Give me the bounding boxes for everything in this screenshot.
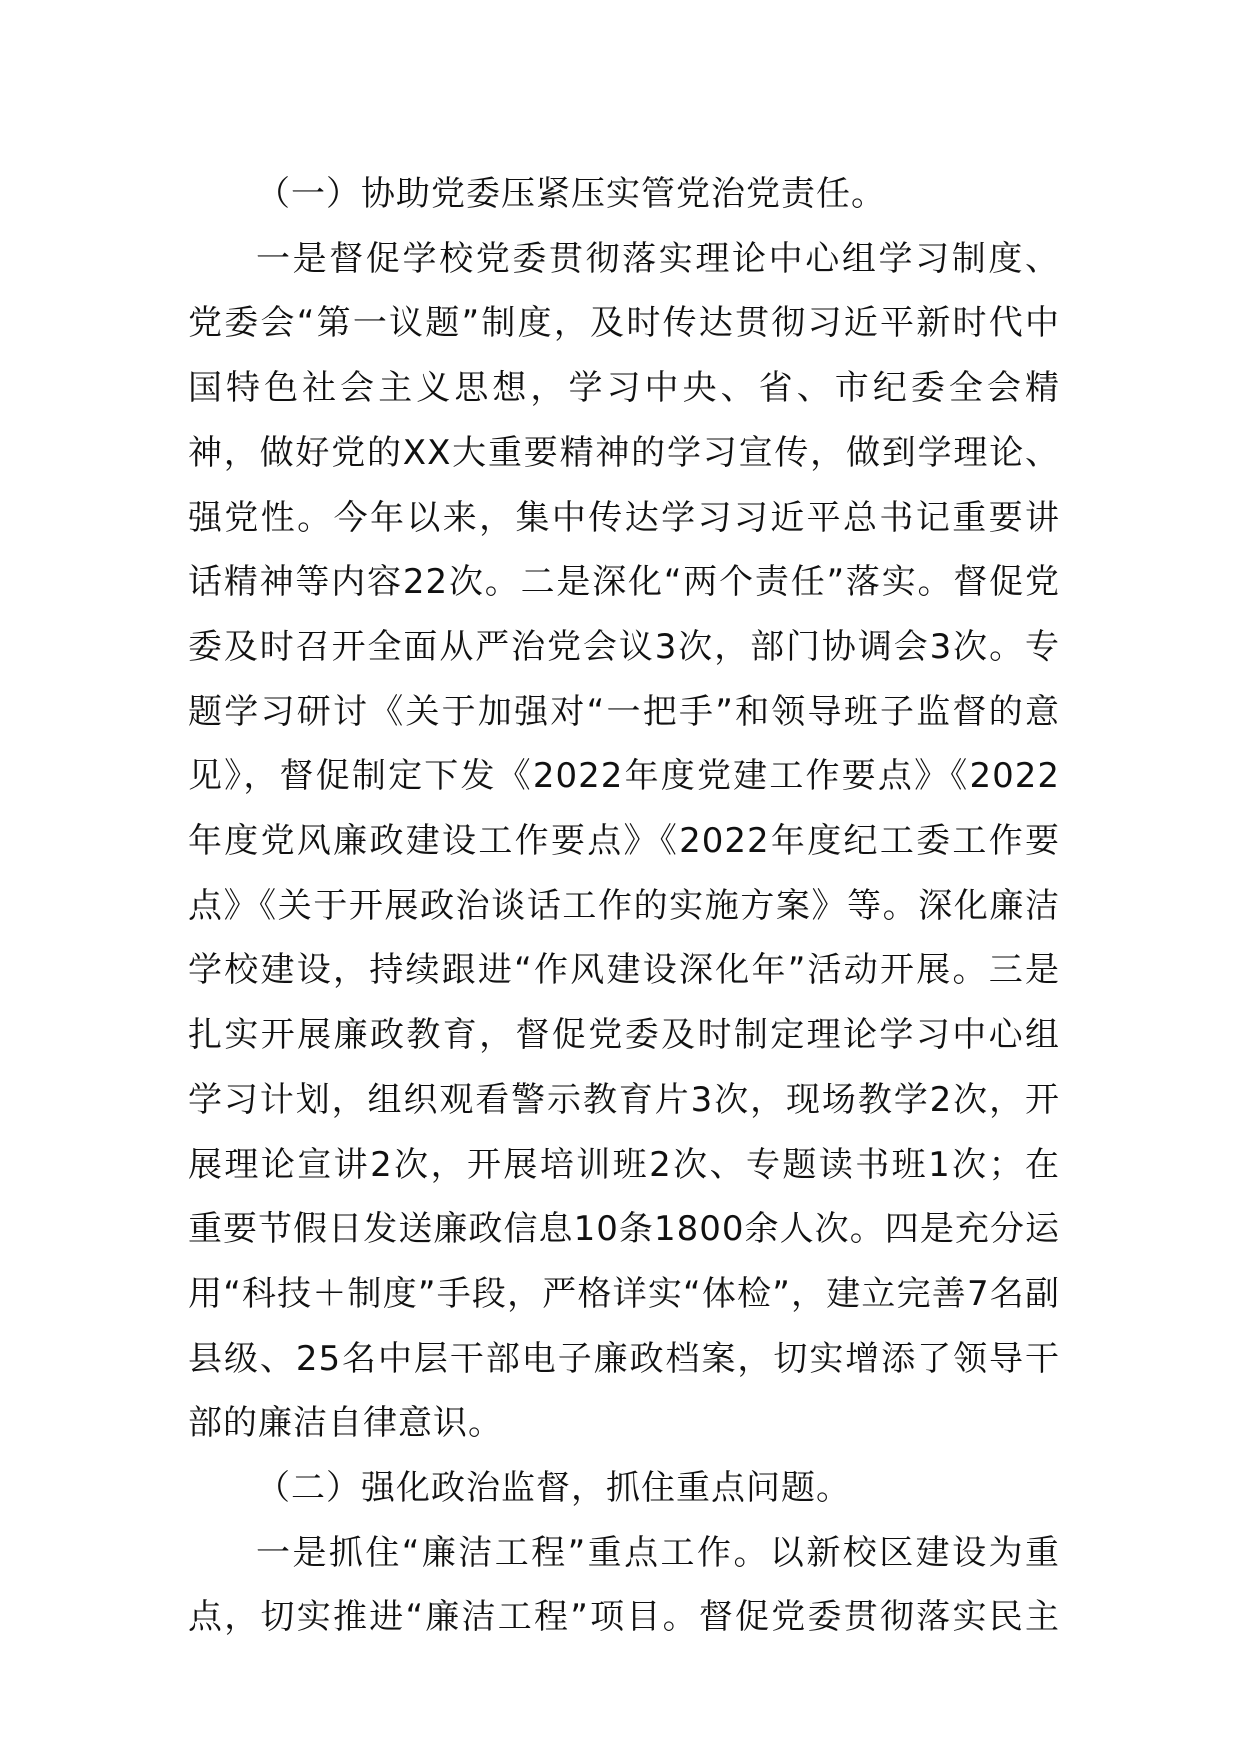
section-body-1: 一是督促学校党委贯彻落实理论中心组学习制度、党委会“第一议题”制度，及时传达贯彻习近平新时代中国特色社会主义思想，学习中央、省、市纪委全会精神，做好党的XX大重要精神的学习宣传，做到学理论、强党性。今年以来，集中传达学习习近平总书记重要讲话精神等内容22次。二是深化“两个责任”落实。督促党委及时召开全面从严治党会议3次，部门协调会3次。专题学习研讨《关于加强对“一把手”和领导班子监督的意见》，督促制定下发《2022年度党建工作要点》《2022年度党风廉政建设工作要点》《2022年度纪工委工作要点》《关于开展政治谈话工作的实施方案》等。深化廉洁学校建设，持续跟进“作风建设深化年”活动开展。三是扎实开展廉政教育，督促党委及时制定理论学习中心组学习计划，组织观看警示教育片3次，现场教学2次，开展理论宣讲2次，开展培训班2次、专题读书班1次；在重要节假日发送廉政信息10条1800余人次。四是充分运用“科技＋制度”手段，严格详实“体检”，建立完善7名副县级、25名中层干部电子廉政档案，切实增添了领导干部的廉洁自律意识。 [188,238,1060,1444]
section-body-2: 一是抓住“廉洁工程”重点工作。以新校区建设为重点，切实推进“廉洁工程”项目。督促党委贯彻落实民主 [188,1532,1060,1638]
section-heading-1: （一）协助党委压紧压实管党治党责任。 [256,174,886,214]
document-page [188,162,1060,1650]
section-heading-2: （二）强化政治监督，抓住重点问题。 [256,1468,851,1509]
